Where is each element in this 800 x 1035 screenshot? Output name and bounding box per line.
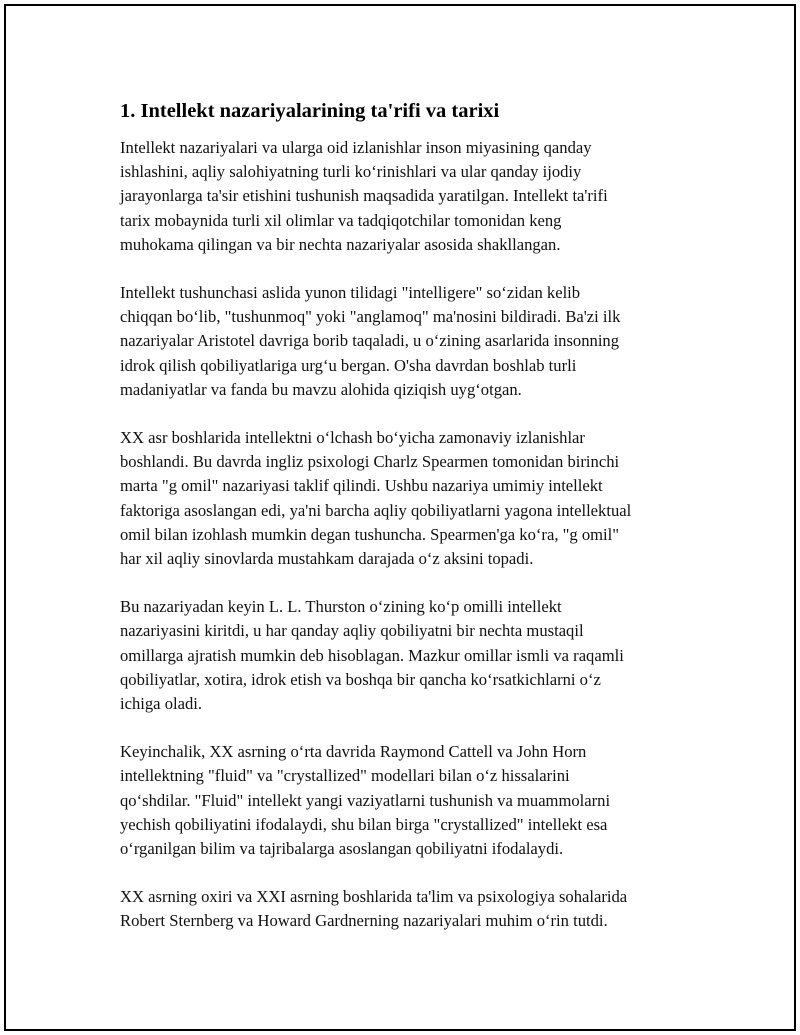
paragraph-3: XX asr boshlarida intellektni o‘lchash bo‘yicha zamonaviy izlanishlar boshlandi. Bu davrda ingliz psixologi Charlz Spearmen tomonidan birinchi marta "g omil" nazariyasi taklif qilindi. Ushbu nazariya umimiy intellekt faktoriga asoslangan edi, ya'ni barcha aqliy qobiliyatlarni yagona intellektual omil bilan izohlash mumkin degan tushuncha. Spearmen'ga ko‘ra, "g omil" har xil aqliy sinovlarda mustahkam darajada o‘z aksini topadi. [120, 428, 632, 569]
paragraph-4: Bu nazariyadan keyin L. L. Thurston o‘zining ko‘p omilli intellekt nazariyasini kiritdi, u har qanday aqliy qobiliyatni bir nechta mustaqil omillarga ajratish mumkin deb hisoblagan. Mazkur omillar ismli va raqamli qobiliyatlar, xotira, idrok etish va boshqa bir qancha ko‘rsatkichlarni o‘z ichiga oladi. [120, 597, 624, 714]
document-page [4, 4, 796, 1031]
paragraph-2: Intellekt tushunchasi aslida yunon tilidagi "intelligere" so‘zidan kelib chiqqan bo‘lib, "tushunmoq" yoki "anglamoq" ma'nosini bildiradi. Ba'zi ilk nazariyalar Aristotel davriga borib taqaladi, u o‘zining asarlarida insonning idrok qilish qobiliyatlariga urg‘u bergan. O'sha davrdan boshlab turli madaniyatlar va fanda bu mavzu alohida qiziqish uyg‘otgan. [120, 283, 621, 399]
section-heading: 1. Intellekt nazariyalarining ta'rifi va tarixi [120, 100, 500, 122]
paragraph-5: Keyinchalik, XX asrning o‘rta davrida Raymond Cattell va John Horn intellektning "fluid" va "crystallized" modellari bilan o‘z hissalarini qo‘shdilar. "Fluid" intellekt yangi vaziyatlarni tushunish va muammolarni yechish qobiliyatini ifodalaydi, shu bilan birga "crystallized" intellekt esa o‘rganilgan bilim va tajribalarga asoslangan qobiliyatni ifodalaydi. [120, 742, 611, 859]
paragraph-1: Intellekt nazariyalari va ularga oid izlanishlar inson miyasining qanday ishlashini, aqliy salohiyatning turli ko‘rinishlari va ular qanday ijodiy jarayonlarga ta'sir etishini tushunish maqsadida yaratilgan. Intellekt ta'rifi tarix mobaynida turli xil olimlar va tadqiqotchilar tomonidan keng muhokama qilingan va bir nechta nazariyalar asosida shakllangan. [120, 138, 608, 254]
document-body [120, 97, 700, 958]
paragraph-6: XX asrning oxiri va XXI asrning boshlarida ta'lim va psixologiya sohalarida Robert Sternberg va Howard Gardnerning nazariyalari muhim o‘rin tutdi. [120, 887, 628, 931]
